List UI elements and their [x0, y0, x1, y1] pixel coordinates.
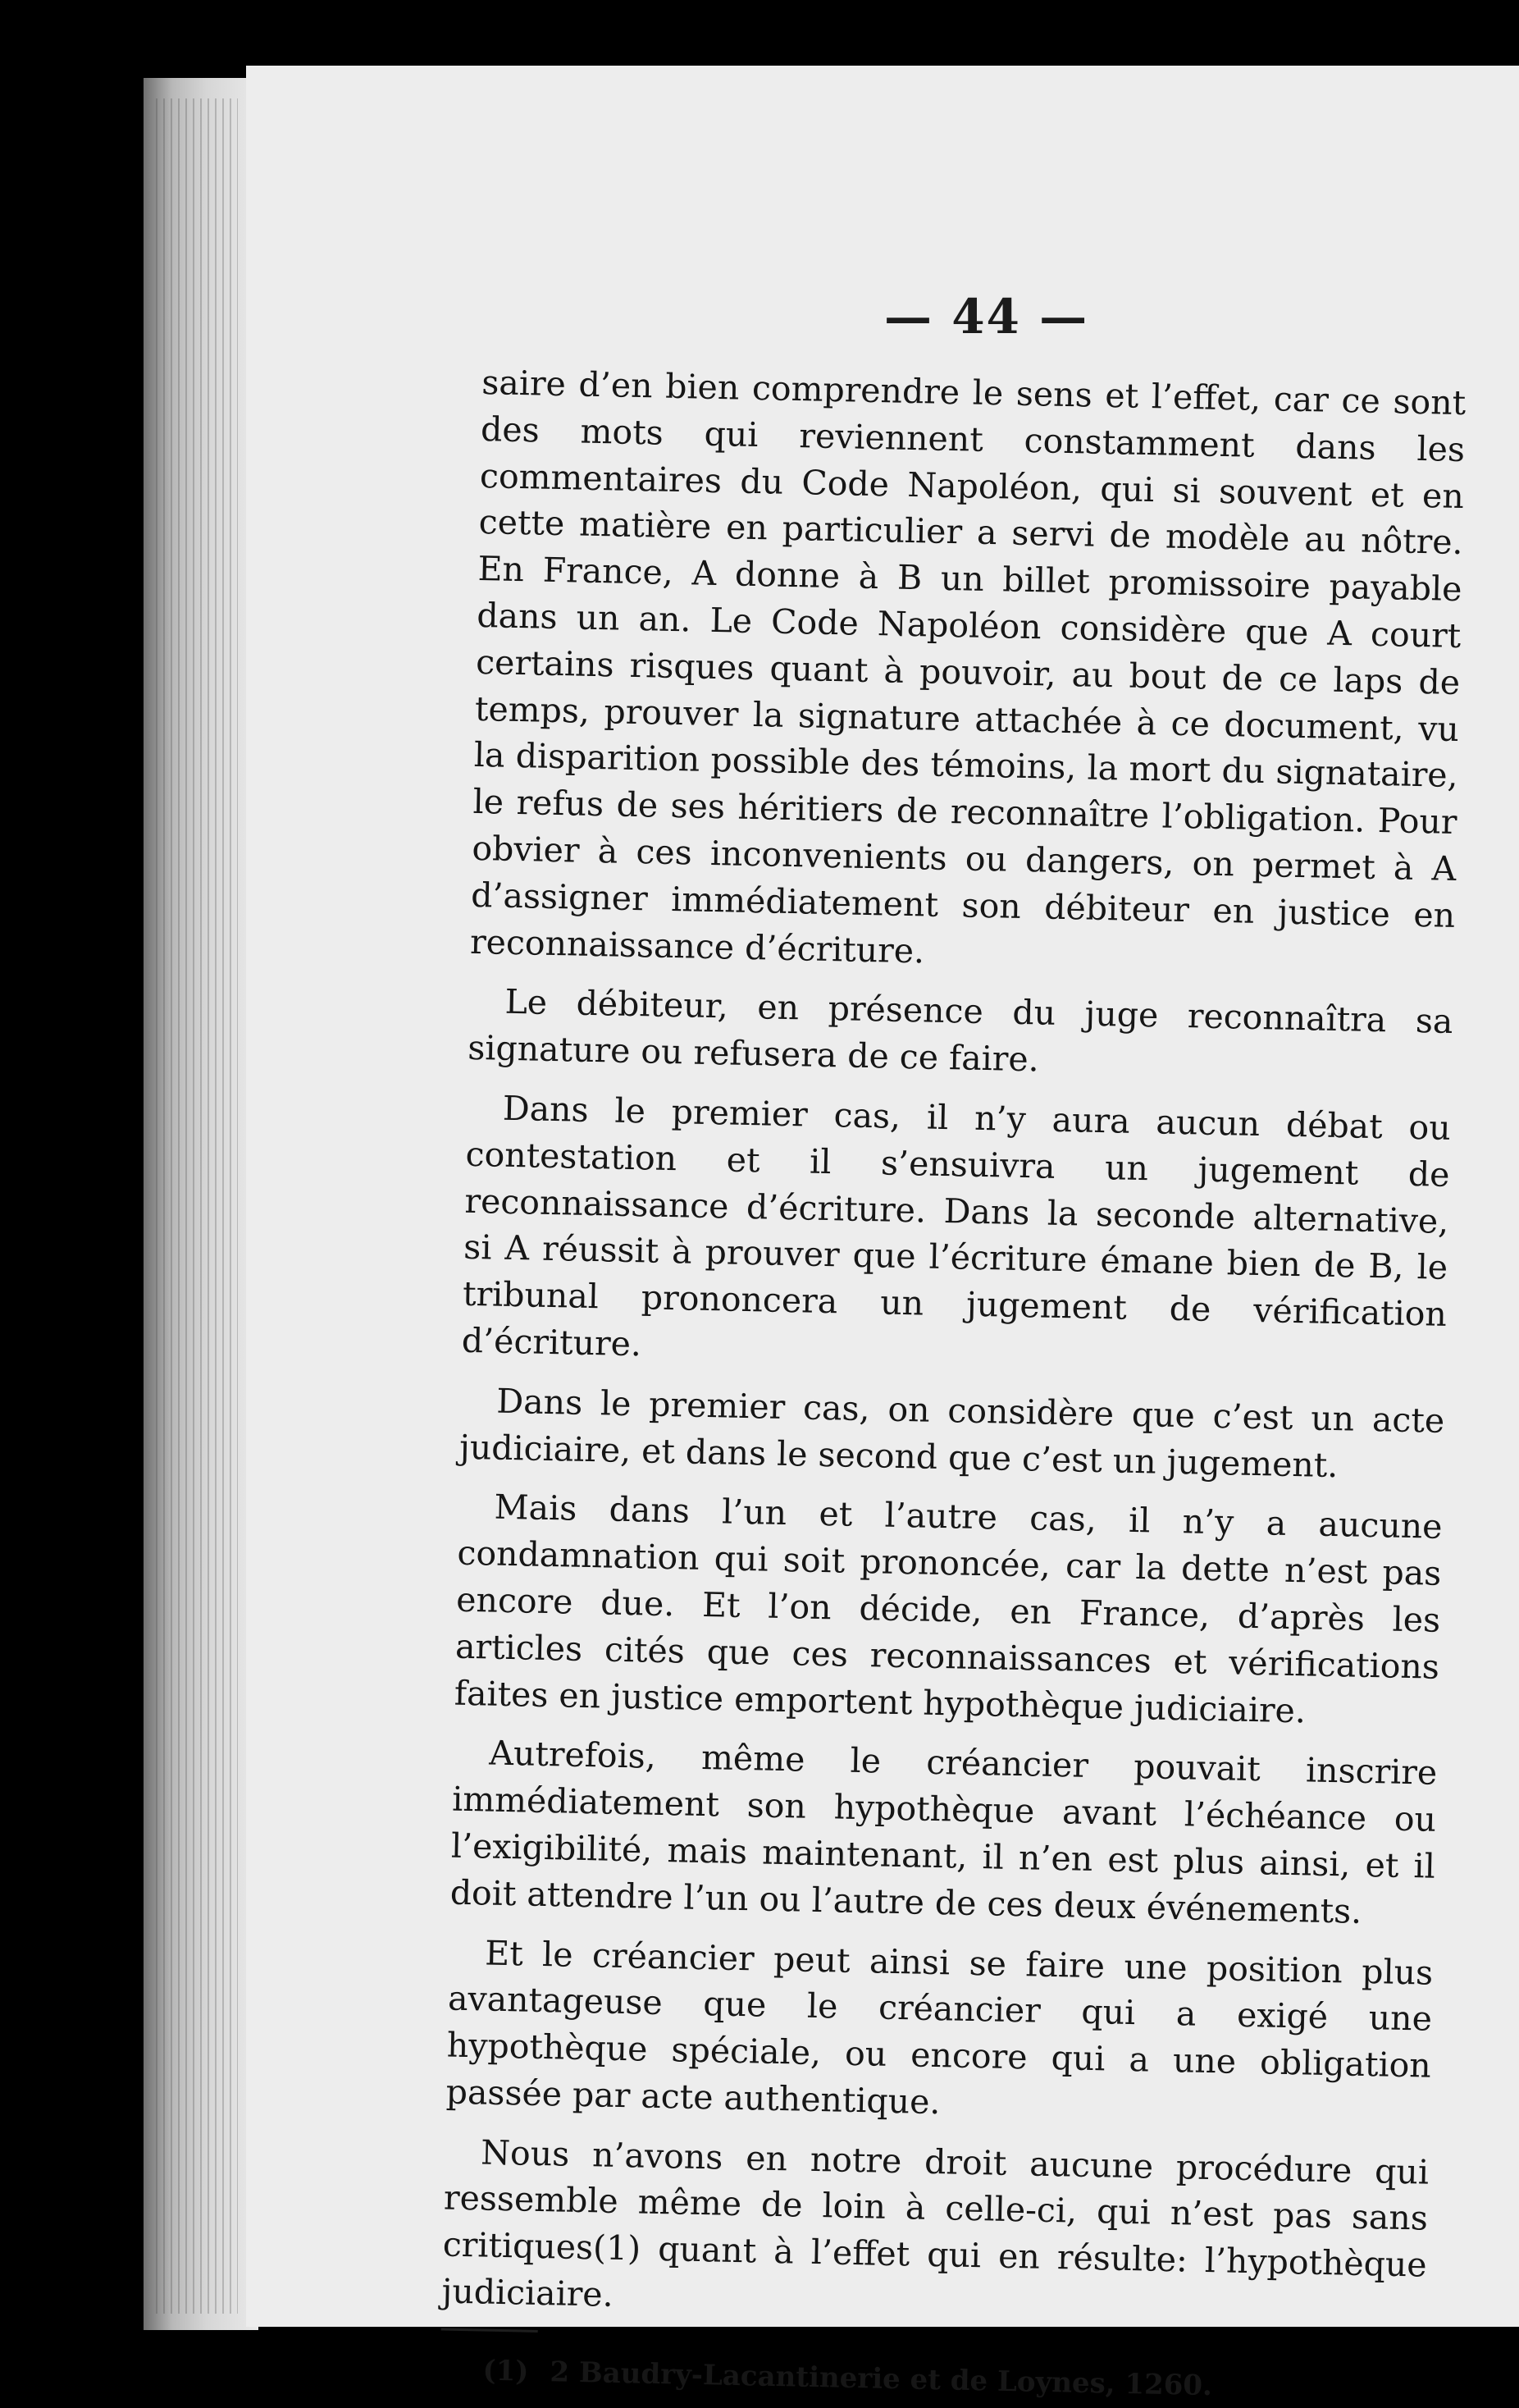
- footnote-divider: [441, 2328, 538, 2332]
- page-number: — 44 —: [884, 289, 1089, 345]
- paragraph-2: Le débiteur, en présence du juge reconnaîtra sa signature ou refusera de ce faire.: [467, 982, 1453, 1080]
- footnote-text: 2 Baudry-Lacantinerie et de Loynes, 1260.: [550, 2355, 1213, 2403]
- paragraph-4: Dans le premier cas, on considère que c’est un acte judiciaire, et dans le second que c’est un jugement.: [458, 1381, 1445, 1485]
- paragraph-3: Dans le premier cas, il n’y aura aucun débat ou contestation et il s’ensuivra un jugement de reconnaissance d’écriture. Dans la seconde alternative, si A réussit à prouver que l’écriture émane bien de B, le tribunal prononcera un jugement de vérification d’écriture.: [461, 1088, 1452, 1364]
- paragraph-1: saire d’en bien comprendre le sens et l’effet, car ce sont des mots qui reviennent constamment dans les commentaires du Code Napoléon, qui si souvent et en cette matière en particulier a servi de modèle au nôtre. En France, A donne à B un billet promissoire payable dans un an. Le Code Napoléon considère que A court certains risques quant à pouvoir, au bout de ce laps de temps, prouver la signature attachée à ce document, vu la disparition possible des témoins, la mort du signataire, le refus de ses héritiers de reconnaître l’obligation. Pour obvier à ces inconvenients ou dangers, on permet à A d’assigner immédiatement son débiteur en justice en reconnaissance d’écriture.: [469, 362, 1467, 971]
- page-text-block: [440, 359, 1467, 2408]
- paragraph-5: Mais dans l’un et l’autre cas, il n’y a aucune condamnation qui soit prononcée, car la dette n’est pas encore due. Et l’on décide, en France, d’après les articles cités que ces reconnaissances et vérifications faites en justice emportent hypothèque judiciaire.: [454, 1487, 1443, 1730]
- paragraph-8: Nous n’avons en notre droit aucune procédure qui ressemble même de loin à celle-ci, qui n’est pas sans critiques(1) quant à l’effet qui en résulte: l’hypothèque judiciaire.: [441, 2132, 1430, 2314]
- paragraph-6: Autrefois, même le créancier pouvait inscrire immédiatement son hypothèque avant l’échéance ou l’exigibilité, mais maintenant, il n’en est plus ainsi, et il doit attendre l’un ou l’autre de ces deux événements.: [449, 1733, 1438, 1931]
- footnote-marker: (1): [482, 2354, 529, 2388]
- footnote: [440, 2351, 1425, 2408]
- binding-edge-lines: [156, 98, 238, 2314]
- paragraph-7: Et le créancier peut ainsi se faire une position plus avantageuse que le créancier qui a exigé une hypothèque spéciale, ou encore qui a une obligation passée par acte authentique.: [445, 1933, 1434, 2122]
